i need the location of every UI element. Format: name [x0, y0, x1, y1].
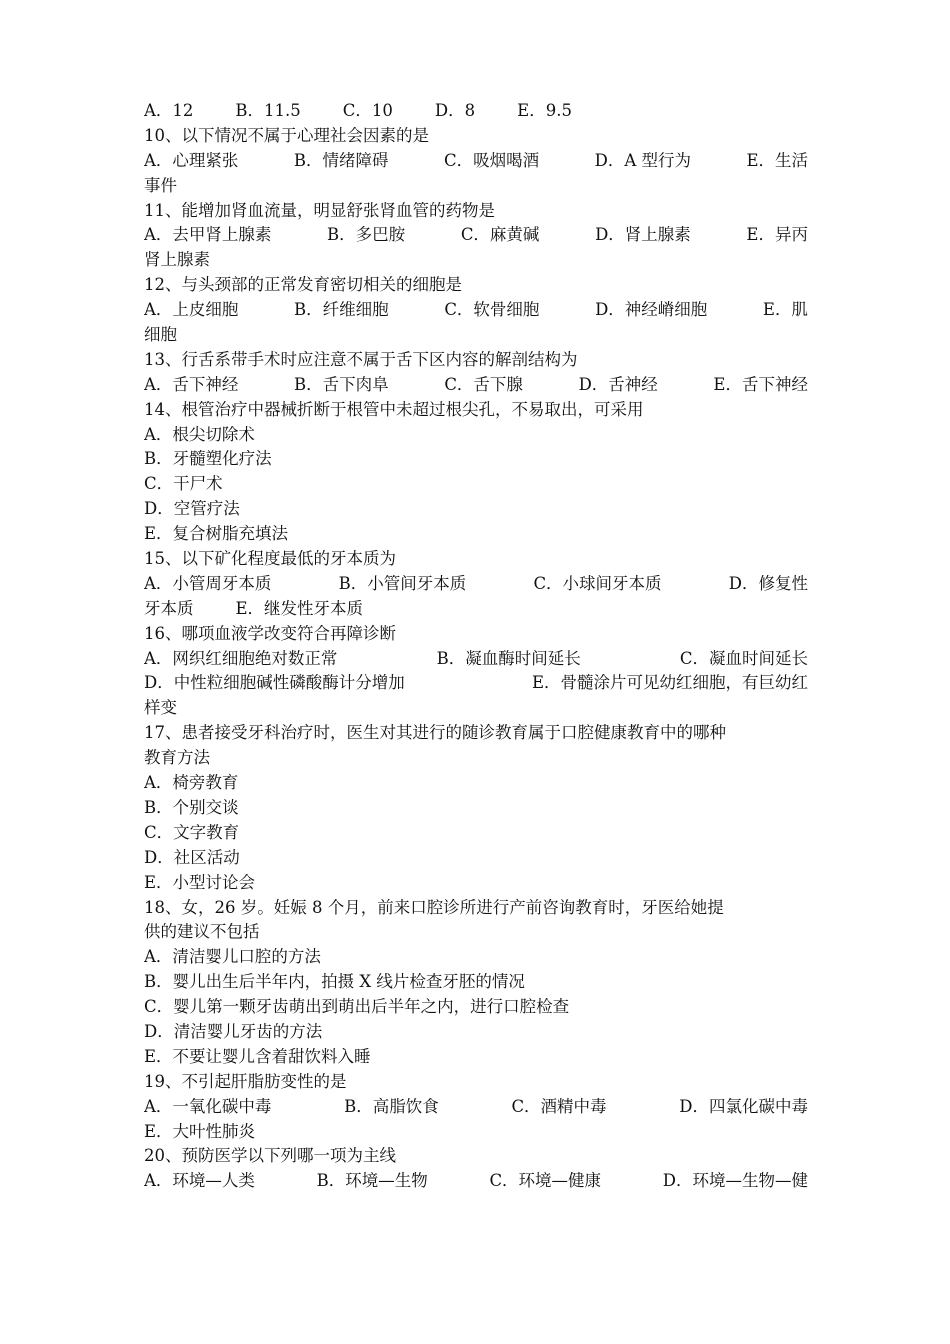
option-line	[144, 1095, 808, 1120]
option-line	[144, 970, 808, 995]
line-text: E．复合树脂充填法	[144, 524, 289, 544]
option-text: B．环境—生物	[316, 1171, 428, 1191]
option-line	[144, 1169, 808, 1194]
option-text: E．生活	[746, 150, 808, 170]
question-stem-line	[144, 721, 808, 746]
option-text: D．四氯化碳中毒	[679, 1096, 808, 1116]
option-line	[144, 323, 808, 348]
option-line	[144, 1020, 808, 1045]
option-line	[144, 522, 808, 547]
option-line	[144, 174, 808, 199]
option-line	[144, 423, 808, 448]
line-text: E．大叶性肺炎	[144, 1121, 256, 1141]
option-line	[144, 1045, 808, 1070]
option-text: A．上皮细胞	[144, 300, 239, 320]
line-text: E．不要让婴儿含着甜饮料入睡	[144, 1046, 371, 1066]
option-line	[144, 871, 808, 896]
option-text: E．异丙	[746, 225, 808, 245]
line-text: D．空管疗法	[144, 499, 240, 519]
option-line	[144, 223, 808, 248]
option-text: E．继发性牙本质	[235, 598, 364, 618]
option-text: D．中性粒细胞碱性磷酸酶计分增加	[144, 673, 405, 693]
line-text: B．个别交谈	[144, 797, 239, 817]
option-text: B．多巴胺	[327, 225, 406, 245]
line-text: C．文字教育	[144, 822, 240, 842]
option-line	[144, 149, 808, 174]
option-line	[144, 373, 808, 398]
option-line	[144, 821, 808, 846]
option-line	[144, 945, 808, 970]
option-line	[144, 99, 808, 124]
option-text: D．舌神经	[578, 374, 658, 394]
option-text: D．肾上腺素	[595, 225, 691, 245]
question-stem-line	[144, 1070, 808, 1095]
line-text: A．椅旁教育	[144, 773, 239, 793]
line-text: 19、不引起肝脂肪变性的是	[144, 1071, 347, 1091]
question-stem-line	[144, 1144, 808, 1169]
line-text: 13、行舌系带手术时应注意不属于舌下区内容的解剖结构为	[144, 349, 578, 369]
option-text: A．心理紧张	[144, 150, 239, 170]
line-text: D．清洁婴儿牙齿的方法	[144, 1021, 323, 1041]
line-text: 供的建议不包括	[144, 922, 260, 942]
option-text: A．去甲肾上腺素	[144, 225, 272, 245]
line-text: 17、患者接受牙科治疗时，医生对其进行的随诊教育属于口腔健康教育中的哪种	[144, 723, 726, 743]
option-text: D．修复性	[728, 573, 808, 593]
line-text: 16、哪项血液学改变符合再障诊断	[144, 623, 396, 643]
option-line	[144, 846, 808, 871]
option-text: A．舌下神经	[144, 374, 239, 394]
option-text: B．情绪障碍	[293, 150, 389, 170]
option-text: B．舌下肉阜	[294, 374, 389, 394]
line-text: 教育方法	[144, 748, 210, 768]
option-text: C．软骨细胞	[444, 300, 540, 320]
line-text: 事件	[144, 175, 177, 195]
line-text: 15、以下矿化程度最低的牙本质为	[144, 549, 396, 569]
option-text: A．一氧化碳中毒	[144, 1096, 272, 1116]
question-stem-line	[144, 746, 808, 771]
option-line	[144, 597, 808, 622]
line-text: 11、能增加肾血流量，明显舒张肾血管的药物是	[144, 200, 495, 220]
option-text: A．小管周牙本质	[144, 573, 272, 593]
option-text: E．肌	[762, 300, 808, 320]
option-line	[144, 696, 808, 721]
option-text: A．环境—人类	[144, 1171, 255, 1191]
question-stem-line	[144, 622, 808, 647]
line-text: C．婴儿第一颗牙齿萌出到萌出后半年之内，进行口腔检查	[144, 997, 570, 1017]
line-text: 肾上腺素	[144, 250, 210, 270]
line-text: C．干尸术	[144, 474, 223, 494]
line-text: B．牙髓塑化疗法	[144, 449, 272, 469]
option-text: D．环境—生物—健	[662, 1171, 808, 1191]
option-line	[144, 472, 808, 497]
question-stem-line	[144, 273, 808, 298]
option-line	[144, 497, 808, 522]
question-stem-line	[144, 547, 808, 572]
option-line	[144, 796, 808, 821]
option-text: C．凝血时间延长	[679, 648, 808, 668]
line-text: 细胞	[144, 325, 177, 345]
line-text: 20、预防医学以下列哪一项为主线	[144, 1146, 396, 1166]
line-text: 14、根管治疗中器械折断于根管中未超过根尖孔，不易取出，可采用	[144, 399, 644, 419]
exam-question-text	[144, 99, 808, 1194]
question-stem-line	[144, 199, 808, 224]
option-line	[144, 1120, 808, 1145]
line-text: E．小型讨论会	[144, 872, 256, 892]
option-text: C．舌下腺	[444, 374, 523, 394]
option-text: B．纤维细胞	[294, 300, 389, 320]
option-text: D．A 型行为	[594, 150, 691, 170]
line-text: 10、以下情况不属于心理社会因素的是	[144, 125, 429, 145]
line-text: B．婴儿出生后半年内，拍摄 X 线片检查牙胚的情况	[144, 972, 525, 992]
option-text: D．8	[434, 101, 476, 120]
option-text: B．高脂饮食	[344, 1096, 439, 1116]
line-text: 样变	[144, 698, 177, 718]
option-line	[144, 447, 808, 472]
option-text: A．12	[144, 101, 194, 120]
option-line	[144, 771, 808, 796]
question-stem-line	[144, 348, 808, 373]
option-text: 牙本质	[144, 598, 194, 618]
option-text: C．小球间牙本质	[533, 573, 662, 593]
option-line	[144, 995, 808, 1020]
line-text: 12、与头颈部的正常发育密切相关的细胞是	[144, 275, 462, 295]
option-line	[144, 647, 808, 672]
option-line	[144, 671, 808, 696]
option-line	[144, 298, 808, 323]
line-text: 18、女，26 岁。妊娠 8 个月，前来口腔诊所进行产前咨询教育时，牙医给她提	[144, 897, 724, 917]
option-text: E．9.5	[517, 101, 572, 120]
option-text: C．酒精中毒	[511, 1096, 607, 1116]
option-text: B．小管间牙本质	[338, 573, 467, 593]
line-text: D．社区活动	[144, 847, 240, 867]
option-line	[144, 248, 808, 273]
option-text: D．神经嵴细胞	[595, 300, 708, 320]
question-stem-line	[144, 896, 808, 921]
option-line	[144, 572, 808, 597]
option-text: B．凝血酶时间延长	[436, 648, 581, 668]
option-text: C．吸烟喝酒	[444, 150, 540, 170]
question-stem-line	[144, 398, 808, 423]
option-text: E．骨髓涂片可见幼红细胞，有巨幼红	[531, 673, 808, 693]
option-text: A．网织红细胞绝对数正常	[144, 648, 338, 668]
option-text: C．麻黄碱	[460, 225, 540, 245]
option-text: C．环境—健康	[489, 1171, 602, 1191]
question-stem-line	[144, 920, 808, 945]
option-text: C．10	[342, 101, 393, 120]
option-text: B．11.5	[235, 101, 301, 120]
question-stem-line	[144, 124, 808, 149]
line-text: A．根尖切除术	[144, 424, 255, 444]
line-text: A．清洁婴儿口腔的方法	[144, 947, 321, 967]
option-text: E．舌下神经	[713, 374, 808, 394]
